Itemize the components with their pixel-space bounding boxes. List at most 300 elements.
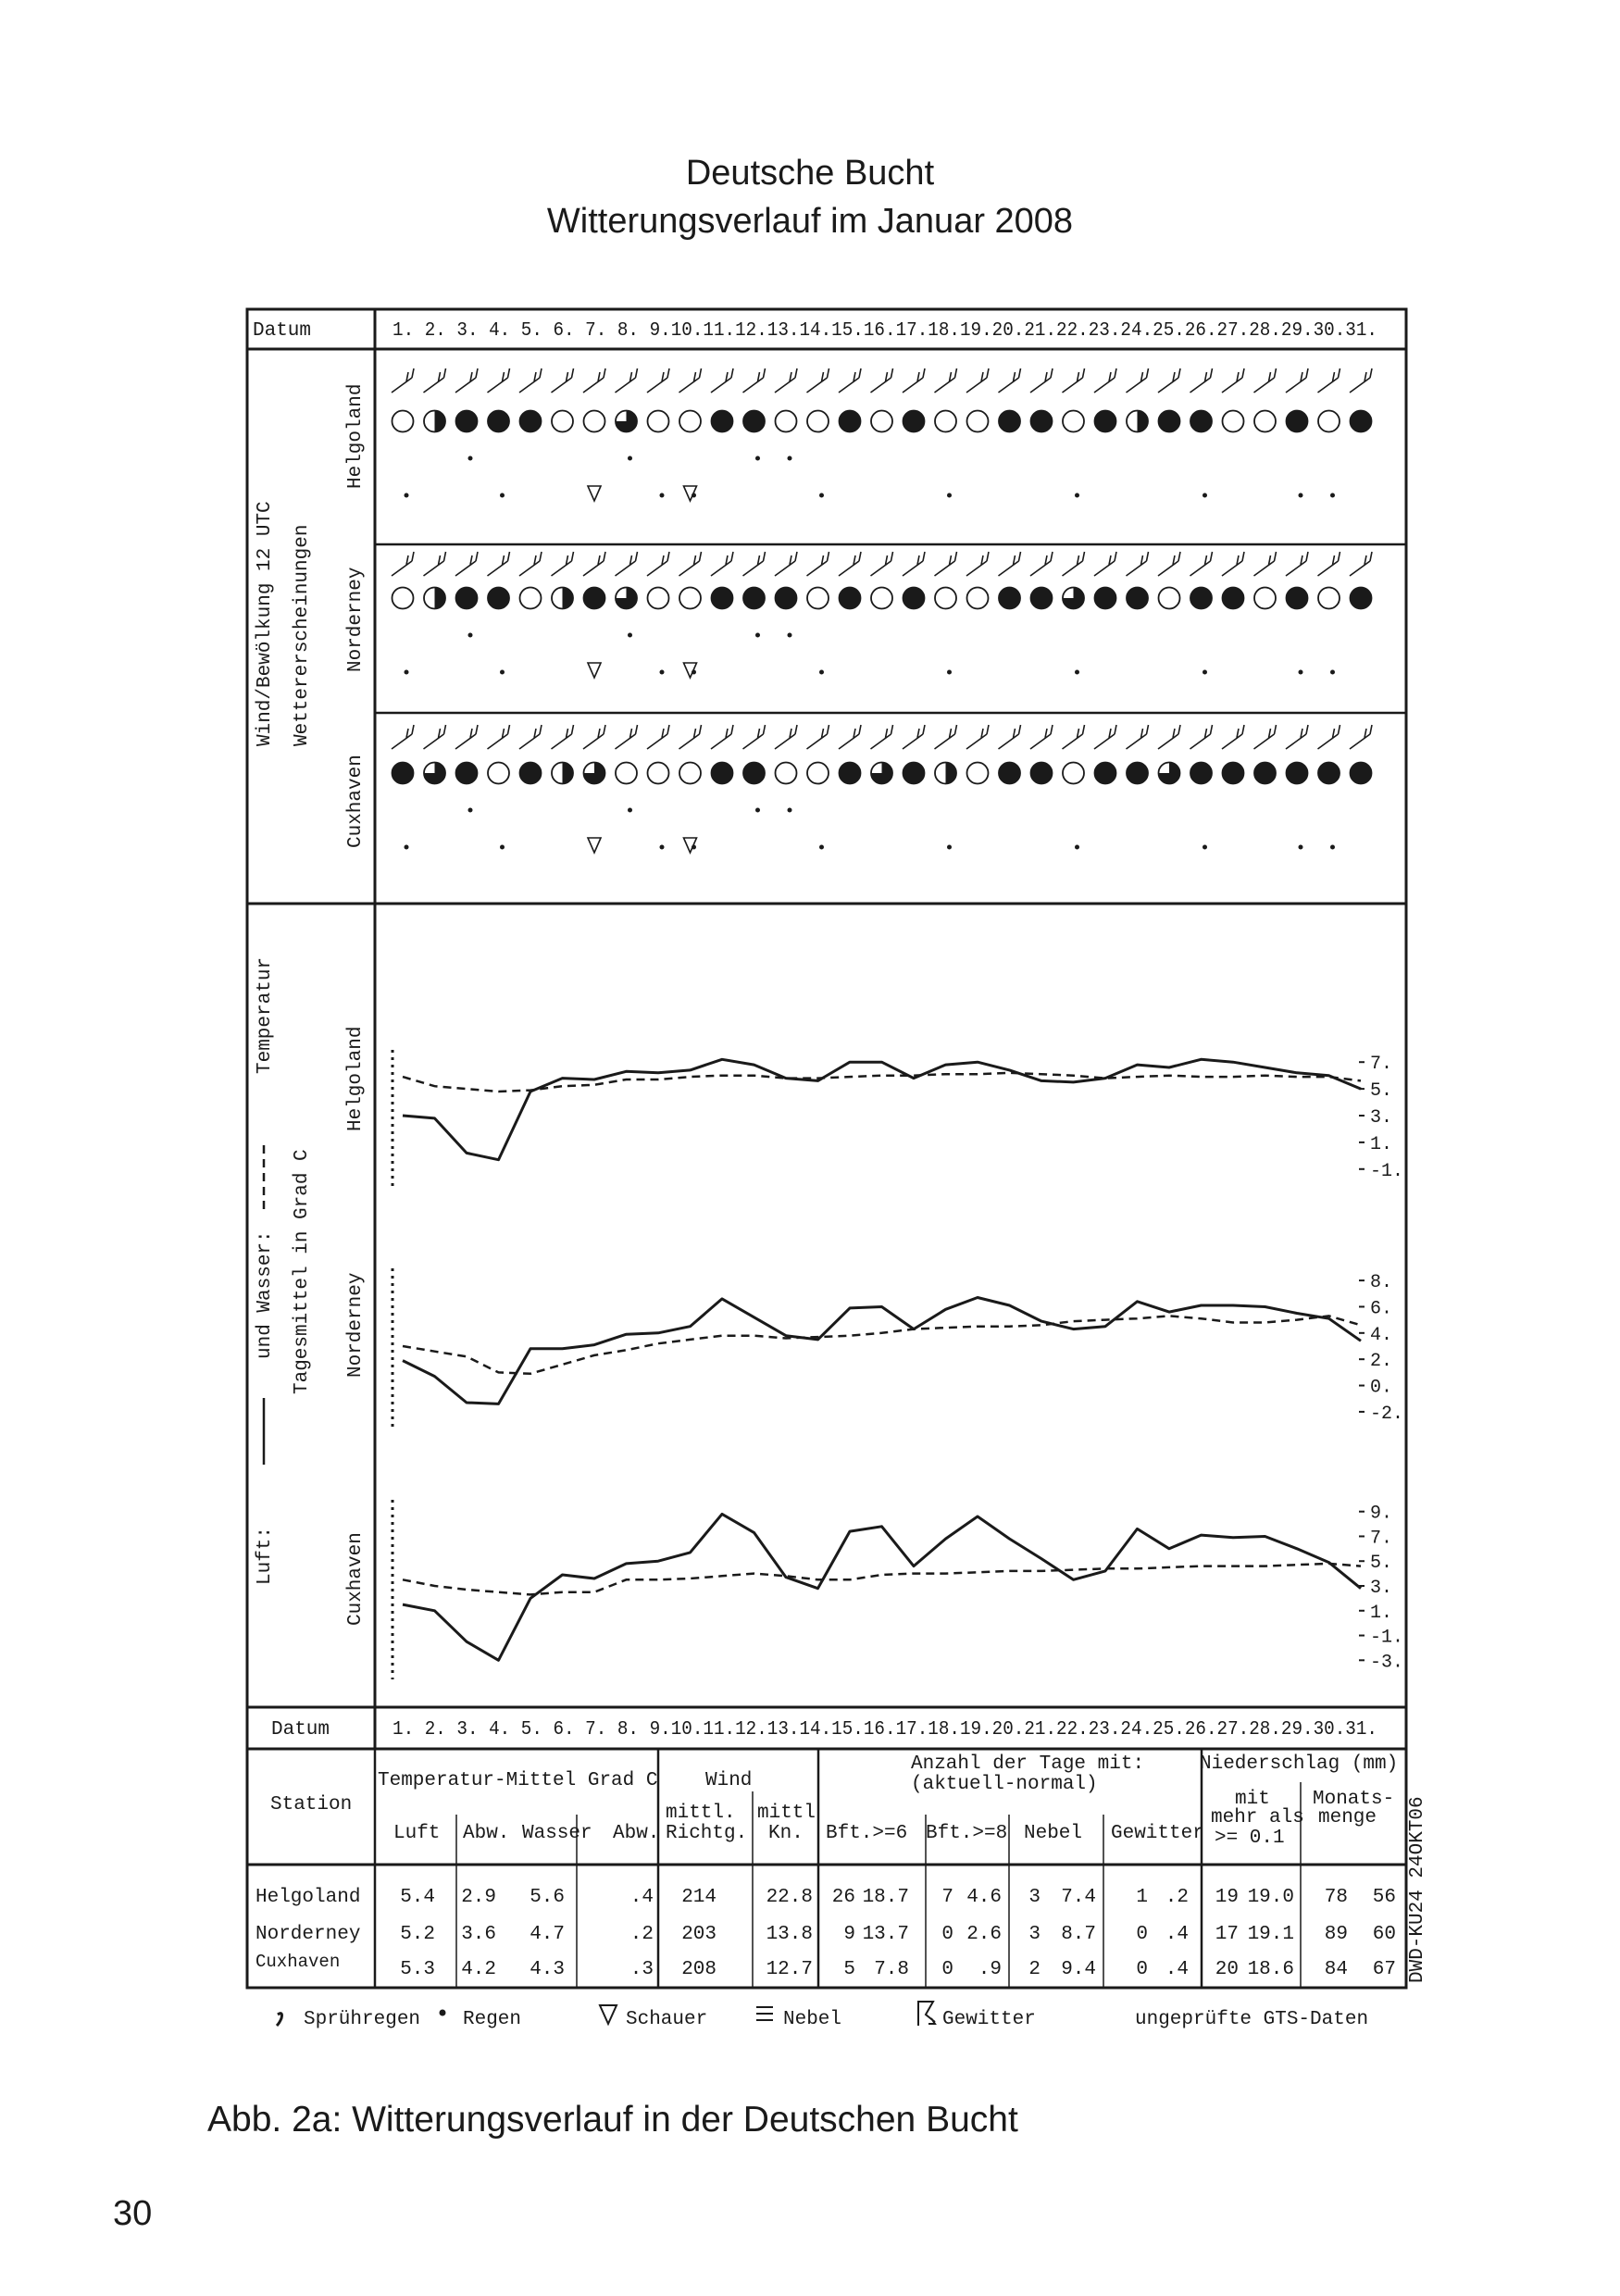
wind-barb-cuxhaven-27: [1222, 725, 1244, 749]
table-cell-norderney-nebel_a: 3: [1028, 1924, 1041, 1945]
luft-line-helgoland: [403, 1059, 1361, 1159]
table-cell-cuxhaven-luft: 5.3: [400, 1959, 435, 1980]
cloud-cover-cuxhaven-29: [1287, 763, 1308, 784]
wind-barb-helgoland-10: [679, 368, 702, 393]
cloud-cover-cuxhaven-15: [840, 763, 861, 784]
table-cell-helgoland-wasser: 5.6: [530, 1887, 565, 1908]
legend-gewitter: Gewitter: [942, 2009, 1036, 2030]
wind-barb-helgoland-26: [1190, 368, 1213, 393]
wind-barb-cuxhaven-2: [424, 725, 446, 749]
table-cell-norderney-station: Norderney: [255, 1924, 361, 1945]
th-mittl2: mittl: [757, 1803, 816, 1824]
wind-barb-helgoland-11: [711, 368, 733, 393]
cloud-cover-helgoland-7: [584, 411, 605, 432]
cloud-cover-helgoland-25: [1159, 411, 1180, 432]
precip-dot-cuxhaven-0-3: [468, 808, 473, 813]
wind-barb-helgoland-9: [647, 368, 669, 393]
wind-barb-cuxhaven-19: [966, 725, 989, 749]
wasser-line-helgoland: [403, 1073, 1361, 1092]
days-axis-bottom: 1. 2. 3. 4. 5. 6. 7. 8. 9.10.11.12.13.14.15.16.17.18.19.20.21.22.23.24.25.26.27.28.29.30.31.: [393, 1719, 1377, 1741]
wind-barb-norderney-15: [839, 552, 861, 576]
weather-station-norderney: Norderney: [345, 567, 367, 672]
wind-barb-cuxhaven-6: [552, 725, 574, 749]
temp-tick-label-2-5: -1.: [1370, 1627, 1404, 1649]
cloud-cover-helgoland-18: [935, 411, 956, 432]
table-cell-norderney-menge_a: 89: [1324, 1924, 1348, 1945]
cloud-cover-cuxhaven-30: [1318, 763, 1340, 784]
precip-dot-cuxhaven-1-14: [819, 845, 824, 850]
temp-tick-label-2-4: 1.: [1370, 1602, 1393, 1624]
cloud-cover-norderney-15: [840, 588, 861, 609]
cloud-cover-norderney-30: [1318, 588, 1340, 609]
temp-tick-label-1-5: -2.: [1370, 1403, 1404, 1425]
table-cell-helgoland-bft8_n: 4.6: [966, 1887, 1002, 1908]
precip-dot-cuxhaven-1-4: [500, 845, 505, 850]
wind-barb-helgoland-25: [1158, 368, 1180, 393]
stamp-text: DWD-KU24 24OKT06: [1407, 1796, 1428, 1983]
cloud-cover-helgoland-4: [488, 411, 509, 432]
cloud-cover-helgoland-1: [393, 411, 414, 432]
wind-barb-helgoland-17: [903, 368, 925, 393]
weather-label-1: Wind/Bewölkung 12 UTC: [255, 501, 276, 746]
th-monats-1: Monats-: [1313, 1789, 1395, 1810]
datum-label-bottom: Datum: [271, 1719, 330, 1741]
wind-barb-norderney-24: [1127, 552, 1149, 576]
cloud-cover-helgoland-27: [1223, 411, 1244, 432]
wind-barb-helgoland-4: [488, 368, 510, 393]
precip-dot-norderney-0-12: [755, 633, 760, 638]
cloud-cover-cuxhaven-3: [456, 763, 478, 784]
precip-dot-norderney-1-9: [660, 670, 665, 675]
page-title: Deutsche Bucht: [685, 154, 935, 193]
table-cell-norderney-gew_a: 0: [1136, 1924, 1148, 1945]
wind-barb-helgoland-7: [583, 368, 605, 393]
th-station: Station: [270, 1794, 353, 1816]
legend-luft-label: Luft:: [255, 1526, 276, 1585]
table-cell-helgoland-station: Helgoland: [255, 1887, 361, 1908]
wind-barb-norderney-29: [1286, 552, 1308, 576]
table-cell-norderney-bft8_a: 0: [941, 1924, 953, 1945]
wind-barb-norderney-26: [1190, 552, 1213, 576]
cloud-cover-cuxhaven-31: [1351, 763, 1372, 784]
cloud-cover-cuxhaven-10: [679, 763, 701, 784]
table-cell-cuxhaven-nebel_a: 2: [1028, 1959, 1041, 1980]
wind-barb-cuxhaven-16: [871, 725, 893, 749]
wind-barb-norderney-28: [1254, 552, 1277, 576]
page-subtitle: Witterungsverlauf im Januar 2008: [546, 202, 1074, 241]
table-cell-helgoland-abw2: .4: [629, 1887, 654, 1908]
temp-tick-label-1-3: 2.: [1370, 1351, 1393, 1373]
precip-dot-cuxhaven-0-8: [628, 808, 632, 813]
precip-dot-helgoland-0-12: [755, 456, 760, 461]
wind-barb-norderney-27: [1222, 552, 1244, 576]
table-cell-norderney-mit_n: 19.1: [1247, 1924, 1294, 1945]
weather-marks: [392, 368, 1372, 853]
precip-dot-helgoland-1-4: [500, 493, 505, 498]
table-cell-helgoland-abw: 2.9: [461, 1887, 496, 1908]
temp-tick-label-2-1: 7.: [1370, 1528, 1393, 1550]
legend-note: ungeprüfte GTS-Daten: [1135, 2009, 1369, 2030]
precip-dot-cuxhaven-1-22: [1075, 845, 1079, 850]
wind-barb-cuxhaven-18: [935, 725, 957, 749]
wind-barb-norderney-12: [743, 552, 766, 576]
wind-barb-norderney-30: [1318, 552, 1340, 576]
table-cell-norderney-menge_n: 60: [1372, 1924, 1396, 1945]
th-abw: Abw.: [463, 1823, 510, 1844]
cloud-cover-norderney-13: [776, 588, 797, 609]
wind-barb-cuxhaven-17: [903, 725, 925, 749]
cloud-cover-cuxhaven-8: [616, 763, 637, 784]
th-days-group-2: (aktuell-normal): [911, 1774, 1098, 1795]
wind-barb-cuxhaven-30: [1318, 725, 1340, 749]
cloud-cover-norderney-14: [807, 588, 829, 609]
cloud-cover-norderney-5: [520, 588, 542, 609]
table-cell-cuxhaven-abw2: .3: [629, 1959, 654, 1980]
cloud-cover-cuxhaven-20: [999, 763, 1020, 784]
precip-dot-cuxhaven-1-29: [1299, 845, 1303, 850]
wind-barb-helgoland-12: [743, 368, 766, 393]
days-axis-top: 1. 2. 3. 4. 5. 6. 7. 8. 9.10.11.12.13.14.15.16.17.18.19.20.21.22.23.24.25.26.27.28.29.30.31.: [393, 320, 1377, 342]
cloud-cover-helgoland-19: [967, 411, 989, 432]
wind-barb-helgoland-2: [424, 368, 446, 393]
wind-barb-cuxhaven-23: [1094, 725, 1116, 749]
wind-barb-helgoland-18: [935, 368, 957, 393]
temp-station-helgoland: Helgoland: [345, 1026, 367, 1131]
cloud-cover-cuxhaven-19: [967, 763, 989, 784]
th-days-group-1: Anzahl der Tage mit:: [911, 1753, 1145, 1775]
th-gewitter: Gewitter: [1111, 1823, 1204, 1844]
precip-dot-norderney-0-13: [788, 633, 792, 638]
table-cell-helgoland-nebel_n: 7.4: [1061, 1887, 1096, 1908]
wind-barb-cuxhaven-22: [1063, 725, 1085, 749]
table-rows: [255, 1887, 1396, 1980]
th-kn: Kn.: [768, 1823, 804, 1844]
wind-barb-helgoland-28: [1254, 368, 1277, 393]
table-cell-cuxhaven-menge_a: 84: [1324, 1959, 1348, 1980]
cloud-cover-helgoland-5: [520, 411, 542, 432]
precip-dot-cuxhaven-1-1: [405, 845, 409, 850]
schauer-mark-helgoland-7: [588, 486, 601, 501]
temp-tick-label-0-1: 5.: [1370, 1080, 1393, 1103]
wind-barb-helgoland-1: [392, 368, 414, 393]
wind-barb-norderney-7: [583, 552, 605, 576]
cloud-cover-norderney-19: [967, 588, 989, 609]
wind-barb-norderney-2: [424, 552, 446, 576]
wind-barb-cuxhaven-31: [1350, 725, 1372, 749]
cloud-cover-cuxhaven-1: [393, 763, 414, 784]
temp-tick-label-1-4: 0.: [1370, 1377, 1393, 1399]
wind-barb-helgoland-21: [1030, 368, 1053, 393]
precip-dot-helgoland-1-18: [947, 493, 952, 498]
gewitter-icon: [918, 2002, 935, 2026]
legend-schauer: Schauer: [626, 2009, 708, 2030]
temp-tick-label-1-1: 6.: [1370, 1298, 1393, 1320]
weather-station-cuxhaven: Cuxhaven: [345, 755, 367, 848]
table-cell-norderney-bft8_n: 2.6: [966, 1924, 1002, 1945]
cloud-cover-helgoland-20: [999, 411, 1020, 432]
cloud-cover-helgoland-30: [1318, 411, 1340, 432]
table-cell-helgoland-mit_n: 19.0: [1247, 1887, 1294, 1908]
cloud-fill-cuxhaven-18: [946, 763, 957, 784]
wind-barb-cuxhaven-12: [743, 725, 766, 749]
cloud-cover-cuxhaven-21: [1031, 763, 1053, 784]
wind-barb-helgoland-20: [999, 368, 1021, 393]
wind-barb-cuxhaven-9: [647, 725, 669, 749]
spruehregen-icon: [277, 2014, 282, 2026]
schauer-mark-cuxhaven-7: [588, 838, 601, 853]
table-cell-norderney-abw: 3.6: [461, 1924, 496, 1945]
th-temp-group: Temperatur-Mittel Grad C: [378, 1770, 658, 1791]
wind-barb-norderney-14: [807, 552, 829, 576]
cloud-cover-helgoland-6: [552, 411, 573, 432]
wind-barb-norderney-9: [647, 552, 669, 576]
cloud-cover-norderney-28: [1254, 588, 1276, 609]
precip-dot-helgoland-1-9: [660, 493, 665, 498]
wind-barb-cuxhaven-28: [1254, 725, 1277, 749]
cloud-fill-norderney-2: [435, 588, 446, 609]
precip-dot-cuxhaven-0-13: [788, 808, 792, 813]
th-monats-2: menge: [1318, 1807, 1377, 1828]
precip-dot-helgoland-1-1: [405, 493, 409, 498]
cloud-cover-norderney-31: [1351, 588, 1372, 609]
wind-barb-norderney-20: [999, 552, 1021, 576]
wind-barb-cuxhaven-13: [775, 725, 797, 749]
cloud-cover-norderney-17: [903, 588, 925, 609]
th-mittl: mittl.: [666, 1803, 736, 1824]
wind-barb-norderney-1: [392, 552, 414, 576]
cloud-cover-cuxhaven-14: [807, 763, 829, 784]
cloud-cover-cuxhaven-22: [1063, 763, 1084, 784]
cloud-cover-helgoland-17: [903, 411, 925, 432]
table-cell-cuxhaven-station: Cuxhaven: [255, 1952, 341, 1972]
table-cell-helgoland-bft8_a: 7: [941, 1887, 953, 1908]
table-cell-cuxhaven-wasser: 4.3: [530, 1959, 565, 1980]
regen-icon: [440, 2010, 446, 2016]
th-wasser: Wasser: [522, 1823, 592, 1844]
table-cell-norderney-gew_n: .4: [1165, 1924, 1189, 1945]
precip-dot-helgoland-1-30: [1330, 493, 1335, 498]
precip-dot-norderney-1-4: [500, 670, 505, 675]
th-mit-1: mit: [1235, 1789, 1270, 1810]
precip-dot-norderney-1-1: [405, 670, 409, 675]
cloud-cover-norderney-9: [648, 588, 669, 609]
wind-barb-norderney-6: [552, 552, 574, 576]
precip-dot-helgoland-1-26: [1203, 493, 1207, 498]
table-cell-helgoland-mit_a: 19: [1215, 1887, 1239, 1908]
datum-label-top: Datum: [253, 320, 312, 342]
table-cell-cuxhaven-menge_n: 67: [1372, 1959, 1396, 1980]
wind-barb-cuxhaven-5: [519, 725, 542, 749]
cloud-cover-norderney-18: [935, 588, 956, 609]
table-cell-norderney-abw2: .2: [629, 1924, 654, 1945]
wind-barb-norderney-31: [1350, 552, 1372, 576]
precip-dot-helgoland-1-22: [1075, 493, 1079, 498]
wind-barb-helgoland-3: [455, 368, 478, 393]
table-cell-helgoland-gew_n: .2: [1165, 1887, 1189, 1908]
table-cell-cuxhaven-bft8_n: .9: [978, 1959, 1002, 1980]
th-richtg: Richtg.: [666, 1823, 748, 1844]
th-bft6: Bft.>=6: [826, 1823, 908, 1844]
cloud-cover-helgoland-14: [807, 411, 829, 432]
station-table: [255, 1749, 1398, 1988]
temp-tick-label-2-0: 9.: [1370, 1503, 1393, 1525]
precip-dot-cuxhaven-1-18: [947, 845, 952, 850]
cloud-cover-cuxhaven-11: [712, 763, 733, 784]
cloud-cover-helgoland-29: [1287, 411, 1308, 432]
wind-barb-norderney-25: [1158, 552, 1180, 576]
wind-barb-cuxhaven-15: [839, 725, 861, 749]
wind-barb-cuxhaven-8: [616, 725, 638, 749]
wind-barb-norderney-19: [966, 552, 989, 576]
table-cell-helgoland-menge_a: 78: [1324, 1887, 1348, 1908]
cloud-cover-norderney-16: [871, 588, 892, 609]
wind-barb-norderney-11: [711, 552, 733, 576]
precip-dot-cuxhaven-1-30: [1330, 845, 1335, 850]
wind-barb-helgoland-23: [1094, 368, 1116, 393]
temp-tick-label-0-2: 3.: [1370, 1107, 1393, 1129]
cloud-cover-norderney-11: [712, 588, 733, 609]
wind-barb-cuxhaven-25: [1158, 725, 1180, 749]
wind-barb-norderney-22: [1063, 552, 1085, 576]
precip-dot-norderney-0-3: [468, 633, 473, 638]
wind-barb-norderney-16: [871, 552, 893, 576]
wasser-line-norderney: [403, 1316, 1361, 1373]
wind-barb-norderney-5: [519, 552, 542, 576]
cloud-cover-norderney-29: [1287, 588, 1308, 609]
temperature-panels: [393, 1050, 1403, 1679]
legend-spruehregen: Sprühregen: [304, 2009, 421, 2030]
wind-barb-helgoland-30: [1318, 368, 1340, 393]
table-cell-norderney-luft: 5.2: [400, 1924, 435, 1945]
precip-dot-cuxhaven-1-9: [660, 845, 665, 850]
wind-barb-helgoland-6: [552, 368, 574, 393]
wind-barb-helgoland-8: [616, 368, 638, 393]
table-cell-cuxhaven-bft6_n: 7.8: [874, 1959, 909, 1980]
cloud-cover-norderney-7: [584, 588, 605, 609]
table-cell-norderney-wasser: 4.7: [530, 1924, 565, 1945]
wind-barb-norderney-10: [679, 552, 702, 576]
precip-dot-norderney-1-18: [947, 670, 952, 675]
cloud-cover-norderney-25: [1159, 588, 1180, 609]
cloud-fill-helgoland-2: [435, 411, 446, 432]
wind-barb-helgoland-22: [1063, 368, 1085, 393]
table-cell-cuxhaven-bft8_a: 0: [941, 1959, 953, 1980]
cloud-cover-helgoland-28: [1254, 411, 1276, 432]
legend-regen: Regen: [463, 2009, 522, 2030]
precip-dot-norderney-1-26: [1203, 670, 1207, 675]
table-cell-helgoland-nebel_a: 3: [1028, 1887, 1041, 1908]
cloud-fill-cuxhaven-6: [563, 763, 574, 784]
legend-wasser-label: und Wasser:: [255, 1230, 276, 1359]
schauer-mark-norderney-7: [588, 663, 601, 678]
wind-barb-cuxhaven-3: [455, 725, 478, 749]
temp-station-cuxhaven: Cuxhaven: [345, 1532, 367, 1626]
legend-nebel: Nebel: [783, 2009, 842, 2030]
precip-dot-norderney-0-8: [628, 633, 632, 638]
cloud-cover-helgoland-11: [712, 411, 733, 432]
wind-barb-helgoland-24: [1127, 368, 1149, 393]
table-cell-norderney-kn: 13.8: [766, 1924, 813, 1945]
wind-barb-norderney-3: [455, 552, 478, 576]
th-luft: Luft: [393, 1823, 441, 1844]
temp-tick-label-0-4: -1.: [1370, 1160, 1404, 1182]
wind-barb-norderney-18: [935, 552, 957, 576]
cloud-cover-helgoland-10: [679, 411, 701, 432]
cloud-cover-norderney-21: [1031, 588, 1053, 609]
temp-tick-label-0-0: 7.: [1370, 1054, 1393, 1076]
wind-barb-norderney-21: [1030, 552, 1053, 576]
cloud-cover-cuxhaven-23: [1095, 763, 1116, 784]
weather-station-helgoland: Helgoland: [345, 383, 367, 489]
wind-barb-norderney-4: [488, 552, 510, 576]
cloud-cover-helgoland-12: [743, 411, 765, 432]
cloud-cover-norderney-20: [999, 588, 1020, 609]
temperature-subtitle: Tagesmittel in Grad C: [292, 1149, 313, 1394]
cloud-fill-norderney-6: [563, 588, 574, 609]
precip-dot-helgoland-0-13: [788, 456, 792, 461]
cloud-cover-cuxhaven-17: [903, 763, 925, 784]
table-cell-helgoland-menge_n: 56: [1372, 1887, 1396, 1908]
wind-barb-norderney-8: [616, 552, 638, 576]
cloud-cover-helgoland-3: [456, 411, 478, 432]
precip-dot-helgoland-1-29: [1299, 493, 1303, 498]
cloud-cover-cuxhaven-24: [1127, 763, 1148, 784]
table-cell-helgoland-richtg: 214: [681, 1887, 717, 1908]
table-cell-helgoland-kn: 22.8: [766, 1887, 813, 1908]
nebel-icon: [756, 2007, 773, 2020]
cloud-cover-helgoland-31: [1351, 411, 1372, 432]
table-cell-helgoland-luft: 5.4: [400, 1887, 435, 1908]
wind-barb-helgoland-31: [1350, 368, 1372, 393]
wind-barb-cuxhaven-29: [1286, 725, 1308, 749]
wind-barb-cuxhaven-20: [999, 725, 1021, 749]
table-cell-cuxhaven-gew_a: 0: [1136, 1959, 1148, 1980]
precip-dot-helgoland-1-14: [819, 493, 824, 498]
temp-tick-label-2-3: 3.: [1370, 1578, 1393, 1599]
wind-barb-cuxhaven-14: [807, 725, 829, 749]
wasser-line-cuxhaven: [403, 1564, 1361, 1595]
table-cell-cuxhaven-richtg: 208: [681, 1959, 717, 1980]
precip-dot-norderney-1-30: [1330, 670, 1335, 675]
wind-barb-helgoland-13: [775, 368, 797, 393]
cloud-cover-cuxhaven-12: [743, 763, 765, 784]
temp-station-norderney: Norderney: [345, 1272, 367, 1378]
luft-line-cuxhaven: [403, 1514, 1361, 1660]
cloud-cover-helgoland-22: [1063, 411, 1084, 432]
temp-tick-label-2-2: 5.: [1370, 1553, 1393, 1575]
cloud-cover-helgoland-13: [776, 411, 797, 432]
table-cell-norderney-bft6_a: 9: [843, 1924, 855, 1945]
schauer-icon: [600, 2005, 617, 2024]
table-cell-cuxhaven-kn: 12.7: [766, 1959, 813, 1980]
wind-barb-cuxhaven-1: [392, 725, 414, 749]
figure-caption: Abb. 2a: Witterungsverlauf in der Deutschen Bucht: [207, 2100, 1018, 2140]
th-bft8: Bft.>=8: [926, 1823, 1008, 1844]
wind-barb-helgoland-27: [1222, 368, 1244, 393]
precip-dot-helgoland-0-8: [628, 456, 632, 461]
precip-dot-helgoland-0-3: [468, 456, 473, 461]
wind-barb-cuxhaven-4: [488, 725, 510, 749]
table-cell-cuxhaven-mit_a: 20: [1215, 1959, 1239, 1980]
cloud-cover-norderney-4: [488, 588, 509, 609]
cloud-cover-cuxhaven-5: [520, 763, 542, 784]
table-cell-norderney-nebel_n: 8.7: [1061, 1924, 1096, 1945]
temp-tick-label-2-6: -3.: [1370, 1652, 1404, 1674]
wind-barb-cuxhaven-24: [1127, 725, 1149, 749]
cloud-cover-cuxhaven-9: [648, 763, 669, 784]
cloud-cover-norderney-23: [1095, 588, 1116, 609]
wind-barb-cuxhaven-10: [679, 725, 702, 749]
